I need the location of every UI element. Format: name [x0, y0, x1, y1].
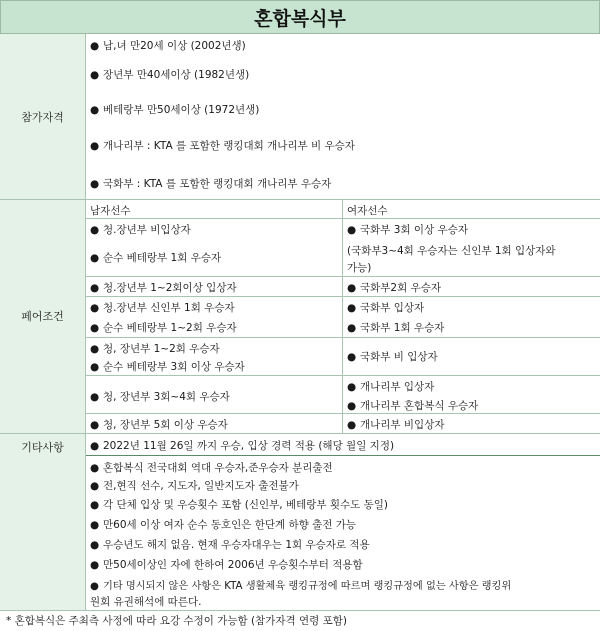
other-note-item-continued: 원회 유권해석에 따른다.: [90, 596, 202, 608]
female-condition: ● 국화부 3회 이상 우승자: [347, 224, 468, 236]
other-notes-label: 기타사항: [0, 433, 86, 610]
other-note-item: ● 2022년 11월 26일 까지 우승, 입상 경력 적용 (해당 월일 지정): [90, 440, 395, 452]
male-condition: ● 청, 장년부 3회~4회 우승자: [90, 391, 230, 403]
other-note-item: ● 혼합복식 전국대회 역대 우승자,준우승자 분리출전: [90, 462, 333, 474]
page-title: 혼합복식부: [0, 0, 600, 34]
male-condition: ● 청, 장년부 1~2회 우승자: [90, 343, 220, 355]
female-condition: ● 개나리부 입상자: [347, 381, 435, 393]
female-condition: ● 국화부2회 우승자: [347, 282, 442, 294]
eligibility-item: ● 개나리부 : KTA 를 포함한 랭킹대회 개나리부 비 우승자: [90, 140, 355, 152]
eligibility-item: ● 국화부 : KTA 를 포함한 랭킹대회 개나리부 우승자: [90, 178, 332, 190]
female-condition: ● 개나리부 혼합복식 우승자: [347, 400, 479, 412]
male-player-header: 남자선수: [90, 205, 131, 217]
male-condition: ● 청.장년부 신인부 1회 우승자: [90, 302, 235, 314]
male-condition: ● 순수 베테랑부 1회 우승자: [90, 252, 222, 264]
eligibility-item: ● 베테랑부 만50세이상 (1972년생): [90, 104, 260, 116]
other-note-item: ● 만60세 이상 여자 순수 동호인은 한단계 하향 출전 가능: [90, 519, 357, 531]
female-condition-note: (국화부3~4회 우승자는 신인부 1회 입상자와: [347, 245, 556, 257]
female-condition: ● 국화부 1회 우승자: [347, 322, 445, 334]
female-player-header: 여자선수: [347, 205, 388, 217]
pair-conditions-label: 페어조건: [0, 199, 86, 433]
footnote: * 혼합복식은 주최측 사정에 따라 요강 수정이 가능함 (참가자격 연령 포함): [6, 615, 347, 627]
female-condition: ● 국화부 비 입상자: [347, 351, 438, 363]
eligibility-item: ● 남,녀 만20세 이상 (2002년생): [90, 40, 246, 52]
female-condition-note: 가능): [347, 262, 372, 274]
other-note-item: ● 각 단체 입상 및 우승횟수 포함 (신인부, 베테랑부 횟수도 동일): [90, 499, 389, 511]
male-condition: ● 순수 베테랑부 1~2회 우승자: [90, 322, 237, 334]
eligibility-item: ● 장년부 만40세이상 (1982년생): [90, 69, 250, 81]
other-note-item: ● 기타 명시되지 않은 사항은 KTA 생활체육 랭킹규정에 따르며 랭킹규정에 없는 사항은 랭킹위: [90, 581, 512, 592]
male-condition: ● 청.장년부 1~2회이상 입상자: [90, 282, 237, 294]
male-condition: ● 청, 장년부 5회 이상 우승자: [90, 419, 228, 431]
other-note-item: ● 만50세이상인 자에 한하여 2006년 우승횟수부터 적용함: [90, 559, 363, 571]
eligibility-label: 참가자격: [0, 34, 86, 199]
other-note-item: ● 전,현직 선수, 지도자, 일반지도자 출전불가: [90, 480, 299, 492]
male-condition: ● 청.장년부 비입상자: [90, 224, 191, 236]
female-condition: ● 국화부 입상자: [347, 302, 425, 314]
other-note-item: ● 우승년도 해지 없음. 현재 우승자대우는 1회 우승자로 적용: [90, 539, 370, 551]
male-condition: ● 순수 베테랑부 3회 이상 우승자: [90, 361, 245, 373]
female-condition: ● 개나리부 비입상자: [347, 419, 445, 431]
